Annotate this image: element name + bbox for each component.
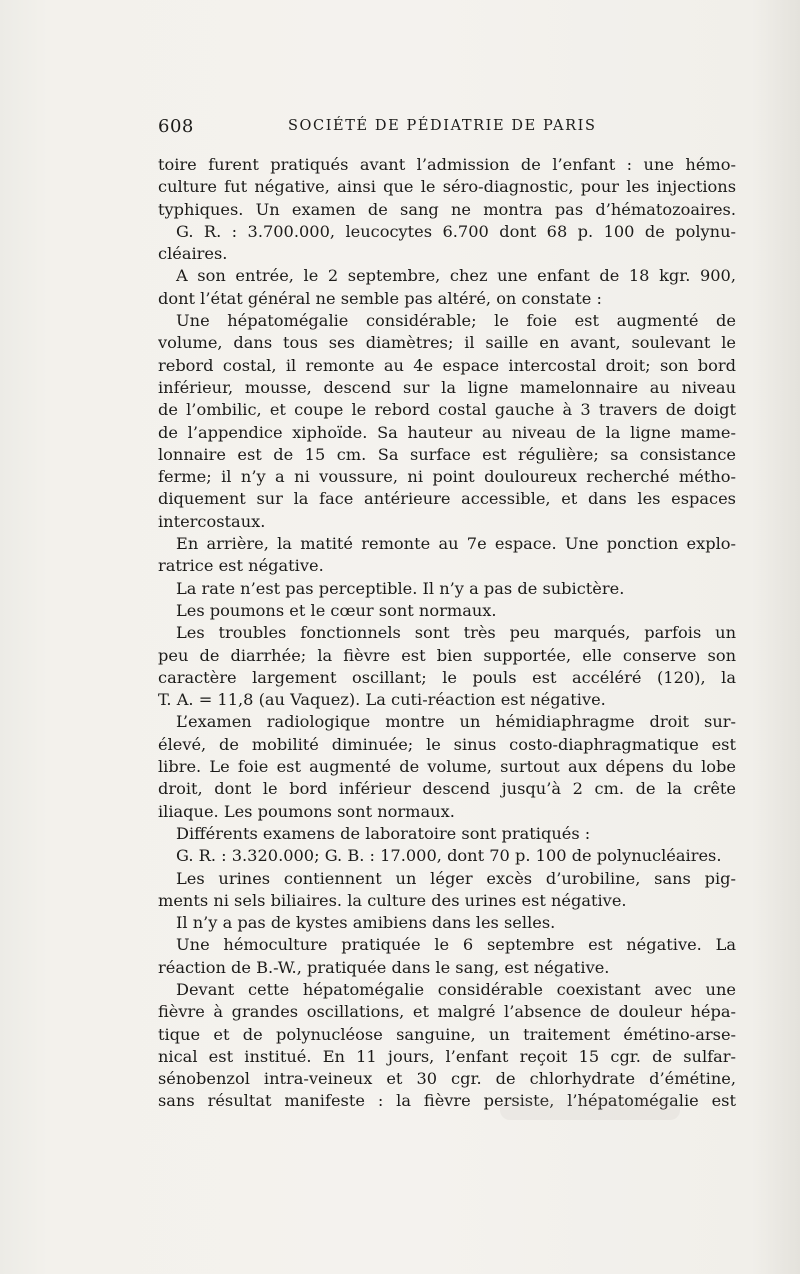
text-line: Différents examens de laboratoire sont pratiqués : — [176, 823, 591, 843]
text-line: libre. Le foie est augmenté de volume, surtout aux dépens du lobe — [158, 757, 736, 777]
text-line: G. R. : 3.700.000, leucocytes 6.700 dont 68 p. 100 de polynu- — [176, 221, 736, 241]
text-line: inférieur, mousse, descend sur la ligne mamelonnaire au niveau — [158, 377, 736, 397]
text-line: dont l’état général ne semble pas altéré, on constate : — [158, 288, 602, 308]
text-line: de l’appendice xiphoïde. Sa hauteur au niveau de la ligne mame- — [158, 422, 736, 442]
text-line: de l’ombilic, et coupe le rebord costal gauche à 3 travers de doigt — [158, 400, 736, 420]
text-line: droit, dont le bord inférieur descend jusqu’à 2 cm. de la crête — [158, 779, 736, 799]
text-line: nical est institué. En 11 jours, l’enfant reçoit 15 cgr. de sulfar- — [158, 1046, 736, 1066]
text-line: diquement sur la face antérieure accessible, et dans les espaces — [158, 489, 736, 509]
text-line: fièvre à grandes oscillations, et malgré l’absence de douleur hépa- — [158, 1002, 736, 1022]
text-line: culture fut négative, ainsi que le séro-diagnostic, pour les injections — [158, 177, 736, 197]
text-line: ratrice est négative. — [158, 556, 324, 576]
text-line: cléaires. — [158, 244, 228, 264]
running-title: SOCIÉTÉ DE PÉDIATRIE DE PARIS — [288, 118, 597, 134]
text-line: sans résultat manifeste : la fièvre persiste, l’hépatomégalie est — [158, 1091, 736, 1111]
text-line: réaction de B.-W., pratiquée dans le sang, est négative. — [158, 957, 610, 977]
text-line: rebord costal, il remonte au 4e espace intercostal droit; son bord — [158, 355, 736, 375]
text-line: Les poumons et le cœur sont normaux. — [176, 600, 497, 620]
text-line: ments ni sels biliaires. la culture des urines est négative. — [158, 890, 627, 910]
text-line: G. R. : 3.320.000; G. B. : 17.000, dont 70 p. 100 de polynucléaires. — [176, 846, 722, 866]
text-line: typhiques. Un examen de sang ne montra pas d’hématozoaires. — [158, 199, 736, 219]
text-line: tique et de polynucléose sanguine, un traitement émétino-arse- — [158, 1024, 736, 1044]
text-line: volume, dans tous ses diamètres; il saille en avant, soulevant le — [158, 333, 736, 353]
text-line: Il n’y a pas de kystes amibiens dans les selles. — [176, 913, 556, 933]
text-line: A son entrée, le 2 septembre, chez une enfant de 18 kgr. 900, — [176, 266, 736, 286]
text-line: T. A. = 11,8 (au Vaquez). La cuti-réaction est négative. — [158, 690, 606, 710]
body-text — [158, 154, 736, 1113]
text-line: En arrière, la matité remonte au 7e espace. Une ponction explo- — [176, 534, 736, 554]
text-line: Les troubles fonctionnels sont très peu marqués, parfois un — [176, 623, 736, 643]
text-line: iliaque. Les poumons sont normaux. — [158, 801, 455, 821]
text-line: toire furent pratiqués avant l’admission de l’enfant : une hémo- — [158, 155, 736, 174]
text-line: L’examen radiologique montre un hémidiaphragme droit sur- — [176, 712, 736, 732]
text-line: élevé, de mobilité diminuée; le sinus costo-diaphragmatique est — [158, 734, 736, 754]
page-smudge — [500, 1100, 680, 1120]
text-line: peu de diarrhée; la fièvre est bien supportée, elle conserve son — [158, 645, 736, 665]
page-header — [158, 116, 734, 142]
text-line: caractère largement oscillant; le pouls est accéléré (120), la — [158, 667, 736, 687]
text-line: Les urines contiennent un léger excès d’urobiline, sans pig- — [176, 868, 736, 888]
text-line: intercostaux. — [158, 511, 266, 531]
text-line: ferme; il n’y a ni voussure, ni point douloureux recherché métho- — [158, 467, 736, 487]
page-number: 608 — [158, 116, 194, 137]
text-line: Une hépatomégalie considérable; le foie est augmenté de — [176, 311, 736, 331]
text-line: sénobenzol intra-veineux et 30 cgr. de chlorhydrate d’émétine, — [158, 1069, 736, 1089]
text-line: Devant cette hépatomégalie considérable coexistant avec une — [176, 979, 736, 999]
text-line: La rate n’est pas perceptible. Il n’y a pas de subictère. — [176, 578, 625, 598]
text-line: lonnaire est de 15 cm. Sa surface est régulière; sa consistance — [158, 444, 736, 464]
text-line: Une hémoculture pratiquée le 6 septembre est négative. La — [176, 935, 736, 955]
